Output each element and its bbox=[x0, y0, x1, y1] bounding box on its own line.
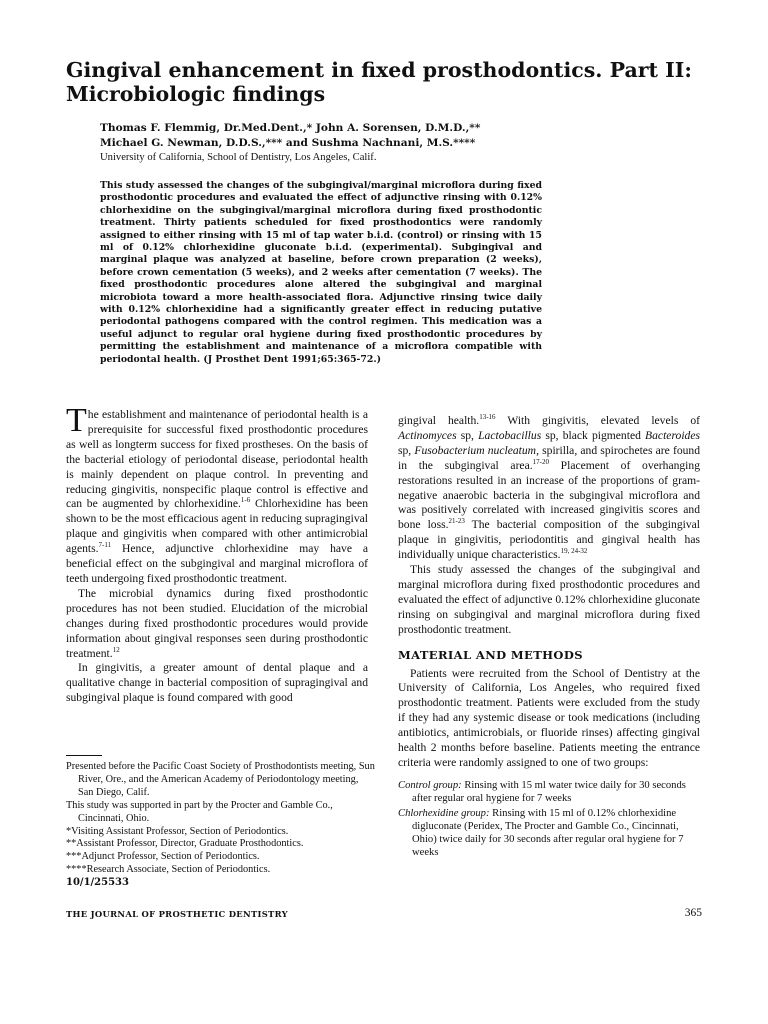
reference-marker: 13-16 bbox=[479, 413, 496, 422]
abstract: This study assessed the changes of the subgingival/marginal microflora during fixed prosthodontic procedures and evaluated the effect of adjunctive rinsing with 0.12% chlorhexidine on the subgingival/marginal microflora during fixed prosthodontic treatment. Thirty patients scheduled for fixed prosthodontics were randomly assigned to either rinsing with 15 ml of tap water b.i.d. (control) or rinsing with 15 ml of 0.12% chlorhexidine gluconate b.i.d. (experimental). Subgingival and marginal plaque was analyzed at baseline, before crown preparation (2 weeks), before crown cementation (5 weeks), and 2 weeks after cementation (7 weeks). The fixed prosthodontic procedures alone altered the subgingival and marginal microbiota toward a more health-associated flora. Adjunctive rinsing twice daily with 0.12% chlorhexidine had a significantly greater effect in reducing putative periodontal pathogens compared with the control regimen. This medication was a useful adjunct to regular oral hygiene during fixed prosthodontic procedures by permitting the establishment and maintenance of a microflora compatible with periodontal health. (J Prosthet Dent 1991;65:365-72.) bbox=[100, 180, 542, 365]
group-text: Rinsing with 15 ml of 0.12% chlorhexidine digluconate (Peridex, The Procter and Gamble Co., Cincinnati, Ohio) twice daily for 30 seconds after regular oral hygiene for 7 weeks bbox=[412, 807, 684, 858]
paragraph: Patients were recruited from the School of Dentistry at the University of California, Los Angeles, who required fixed prosthodontic treatment. Patients were excluded from the study if they had any systemic disease or took medications (including antibiotics, antimicrobials, or fluoride rinses) affecting gingival health 2 months before baseline. Patients meeting the entrance criteria were randomly assigned to one of two groups: bbox=[398, 666, 700, 769]
article-title: Gingival enhancement in fixed prosthodontics. Part II: Microbiologic findings bbox=[66, 58, 692, 106]
text-run: The microbial dynamics during fixed prosthodontic procedures has not been studied. Elucidation of the microbial changes during fixed prosthodontic procedures would provide information about gingival responses seen during prosthodontic treatment. bbox=[66, 586, 368, 660]
reference-marker: 21-23 bbox=[448, 517, 465, 526]
article-code: 10/1/25533 bbox=[66, 877, 129, 889]
text-run: Hence, adjunctive chlorhexidine may have a beneficial effect on the subgingival and marginal microflora of teeth undergoing fixed prosthodontic treatment. bbox=[66, 542, 368, 585]
footnotes bbox=[66, 761, 376, 890]
footnote: ****Research Associate, Section of Periodontics. bbox=[66, 864, 271, 876]
author-line: Thomas F. Flemmig, Dr.Med.Dent.,* John A. Sorensen, D.M.D.,** bbox=[100, 122, 481, 134]
body-column-right bbox=[398, 414, 700, 861]
reference-marker: 1-6 bbox=[240, 496, 251, 505]
reference-marker: 17-20 bbox=[532, 457, 549, 466]
group-item bbox=[398, 807, 700, 859]
footnote-divider bbox=[66, 755, 102, 756]
affiliation: University of California, School of Dentistry, Los Angeles, Calif. bbox=[100, 152, 377, 163]
genus-name: Bacteroides bbox=[645, 428, 700, 442]
reference-marker: 7-11 bbox=[98, 541, 112, 550]
author-line: Michael G. Newman, D.D.S.,*** and Sushma Nachnani, M.S.**** bbox=[100, 137, 476, 149]
text-run: gingival health. bbox=[398, 414, 480, 427]
paragraph bbox=[66, 402, 368, 587]
genus-name: Lactobacillus bbox=[478, 428, 542, 442]
group-definitions bbox=[398, 779, 700, 859]
author-list bbox=[100, 121, 700, 151]
group-item bbox=[398, 779, 700, 805]
reference-marker: 12 bbox=[112, 645, 120, 654]
journal-running-footer: THE JOURNAL OF PROSTHETIC DENTISTRY bbox=[66, 909, 288, 919]
text-run: sp, bbox=[456, 428, 479, 442]
text-run: Placement of overhanging restorations resulted in an increase of the proportions of gram-negative anaerobic bacteria in the subgingival microflora and was positively correlated with increased gingivitis scores and bone loss. bbox=[398, 458, 700, 532]
page-number: 365 bbox=[684, 907, 702, 919]
paragraph: In gingivitis, a greater amount of dental plaque and a qualitative change in bacterial composition of supragingival and subgingival plaque is found compared with good bbox=[66, 661, 368, 705]
paragraph bbox=[398, 414, 700, 563]
text-run: sp, black pigmented bbox=[541, 428, 646, 442]
text-run: , spirilla, and spirochetes are found in the subgingival area. bbox=[398, 443, 701, 472]
footnote: **Assistant Professor, Director, Graduate Prosthodontics. bbox=[66, 838, 304, 850]
body-column-left bbox=[66, 402, 368, 706]
group-label: Chlorhexidine group: bbox=[398, 807, 490, 819]
paragraph: This study assessed the changes of the subgingival and marginal microflora during fixed prosthodontic procedures and evaluated the effect of adjunctive 0.12% chlorhexidine gluconate rinsing on subgingival and marginal microflora during fixed prosthodontic treatment. bbox=[398, 563, 700, 636]
group-label: Control group: bbox=[398, 779, 462, 791]
group-text: Rinsing with 15 ml water twice daily for 30 seconds after regular oral hygiene for 7 weeks bbox=[412, 779, 686, 804]
species-name: Fusobacterium nucleatum bbox=[414, 443, 537, 457]
genus-name: Actinomyces bbox=[398, 428, 457, 442]
text-run: With gingivitis, elevated levels of bbox=[495, 414, 701, 427]
text-run: The bacterial composition of the subgingival plaque in gingivitis, periodontitis and gingival health has individually unique characteristics. bbox=[398, 518, 701, 562]
text-run: Chlorhexidine has been shown to be the most efficacious agent in reducing supragingival plaque and gingivitis when compared with other antimicrobial agents. bbox=[66, 497, 368, 556]
text-run: sp, bbox=[398, 443, 415, 457]
section-heading: MATERIAL AND METHODS bbox=[398, 647, 583, 662]
paragraph bbox=[66, 587, 368, 662]
footnote: *Visiting Assistant Professor, Section of Periodontics. bbox=[66, 825, 289, 837]
footnote: This study was supported in part by the Procter and Gamble Co., Cincinnati, Ohio. bbox=[66, 799, 333, 824]
footnote: Presented before the Pacific Coast Society of Prosthodontists meeting, Sun River, Ore., and the American Academy of Periodontology meeting, San Diego, Calif. bbox=[66, 761, 375, 798]
footnote: ***Adjunct Professor, Section of Periodontics. bbox=[66, 851, 260, 863]
reference-marker: 19, 24-32 bbox=[560, 547, 588, 556]
text-run: he establishment and maintenance of periodontal health is a prerequisite for successful fixed prosthodontic procedures as well as longterm success for fixed prostheses. On the basis of the bacterial etiology of periodontal disease, periodontal health is mainly dependent on plaque control. In preventing and reducing gingivitis, nonspecific plaque control is effective and can be augmented by chlorhexidine. bbox=[66, 408, 368, 511]
drop-cap: T bbox=[66, 402, 87, 439]
